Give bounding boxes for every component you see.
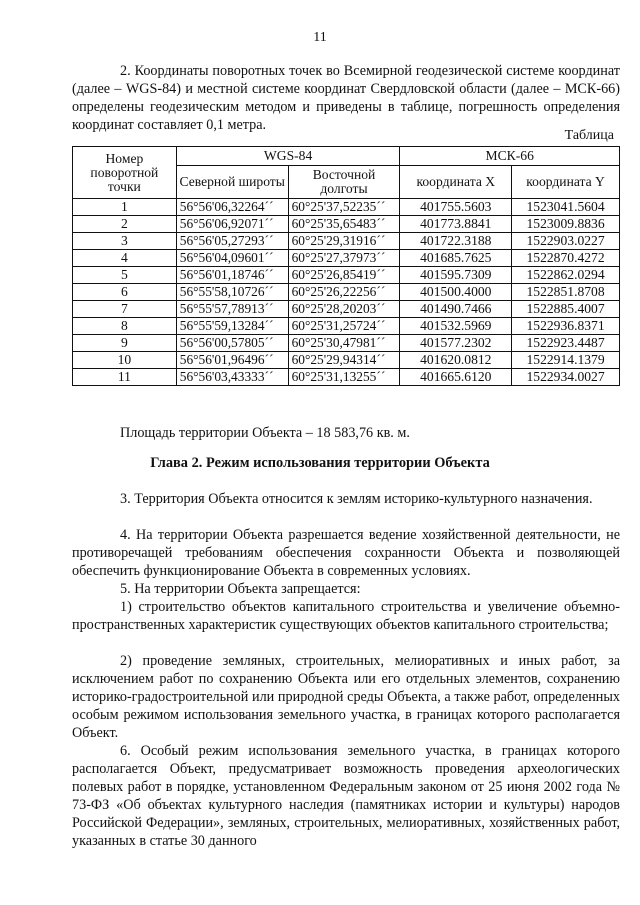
coord-x-cell: 401722.3188: [400, 233, 512, 250]
point-number-cell: 8: [73, 318, 177, 335]
chapter-heading: Глава 2. Режим использования территории Объекта: [150, 455, 490, 471]
area-text: Площадь территории Объекта – 18 583,76 кв. м.: [120, 425, 410, 441]
coord-y-cell: 1522923.4487: [512, 335, 620, 352]
point-number-cell: 6: [73, 284, 177, 301]
coord-x-cell: 401620.0812: [400, 352, 512, 369]
table-row: [73, 318, 620, 335]
table-row: [73, 301, 620, 318]
latitude-cell: 56°56'06,92071´´: [176, 216, 288, 233]
latitude-cell: 56°56'00,57805´´: [176, 335, 288, 352]
latitude-cell: 56°55'58,10726´´: [176, 284, 288, 301]
coord-x-cell: 401773.8841: [400, 216, 512, 233]
table-row: [73, 199, 620, 216]
longitude-cell: 60°25'29,94314´´: [288, 352, 400, 369]
table-row: [73, 250, 620, 267]
longitude-cell: 60°25'26,22256´´: [288, 284, 400, 301]
point-number-cell: 2: [73, 216, 177, 233]
longitude-cell: 60°25'30,47981´´: [288, 335, 400, 352]
latitude-cell: 56°55'57,78913´´: [176, 301, 288, 318]
table-caption: Таблица: [564, 128, 614, 143]
list-item-2: 2) проведение земляных, строительных, мелиоративных и иных работ, за исключением работ по сохранению Объекта или его отдельных элементов, сохранению историко-градостроительной или природной среды Объекта, а также работ, определенных особым режимом использования земельного участка, в границах которого располагается Объект.: [72, 653, 620, 741]
longitude-cell: 60°25'29,31916´´: [288, 233, 400, 250]
latitude-cell: 56°56'03,43333´´: [176, 369, 288, 386]
list-item-1: 1) строительство объектов капитального строительства и увеличение объемно-пространственных характеристик существующих объектов капитального строительства;: [72, 599, 620, 633]
point-number-cell: 11: [73, 369, 177, 386]
point-number-cell: 5: [73, 267, 177, 284]
point-number-cell: 3: [73, 233, 177, 250]
coord-y-cell: 1522914.1379: [512, 352, 620, 369]
header-coord-x: координата X: [400, 166, 512, 199]
coord-x-cell: 401532.5969: [400, 318, 512, 335]
coordinates-table: [72, 146, 620, 386]
point-number-cell: 10: [73, 352, 177, 369]
point-number-cell: 9: [73, 335, 177, 352]
paragraph-5: 5. На территории Объекта запрещается:: [120, 581, 361, 597]
header-msk66: МСК-66: [400, 147, 620, 166]
table-row: [73, 216, 620, 233]
longitude-cell: 60°25'37,52235´´: [288, 199, 400, 216]
header-longitude: Восточной долготы: [288, 166, 400, 199]
intro-paragraph: 2. Координаты поворотных точек во Всемирной геодезической системе координат (далее – WGS-84) и местной системе координат Свердловской области (далее – МСК-66) определены геодезическим методом и приведены в таблице, погрешность определения координат составляет 0,1 метра.: [72, 63, 620, 133]
coord-y-cell: 1522936.8371: [512, 318, 620, 335]
coord-y-cell: 1522885.4007: [512, 301, 620, 318]
table-row: [73, 352, 620, 369]
header-point-number: Номер поворотной точки: [73, 147, 177, 199]
point-number-cell: 7: [73, 301, 177, 318]
coord-x-cell: 401755.5603: [400, 199, 512, 216]
table-row: [73, 284, 620, 301]
coord-x-cell: 401665.6120: [400, 369, 512, 386]
table-row: [73, 267, 620, 284]
latitude-cell: 56°55'59,13284´´: [176, 318, 288, 335]
paragraph-6: 6. Особый режим использования земельного участка, в границах которого располагается Объект, предусматривает возможность проведения археологических полевых работ в порядке, установленном Федеральным законом от 25 июня 2002 года № 73-ФЗ «Об объектах культурного наследия (памятниках истории и культуры) народов Российской Федерации», земляных, строительных, мелиоративных, хозяйственных работ, указанных в статье 30 данного: [72, 743, 620, 849]
paragraph-3: 3. Территория Объекта относится к землям историко-культурного назначения.: [120, 491, 593, 507]
longitude-cell: 60°25'27,37973´´: [288, 250, 400, 267]
coord-y-cell: 1523009.8836: [512, 216, 620, 233]
point-number-cell: 4: [73, 250, 177, 267]
coord-y-cell: 1522934.0027: [512, 369, 620, 386]
latitude-cell: 56°56'05,27293´´: [176, 233, 288, 250]
coord-y-cell: 1522870.4272: [512, 250, 620, 267]
header-latitude: Северной широты: [176, 166, 288, 199]
longitude-cell: 60°25'26,85419´´: [288, 267, 400, 284]
latitude-cell: 56°56'04,09601´´: [176, 250, 288, 267]
coord-y-cell: 1522851.8708: [512, 284, 620, 301]
coord-y-cell: 1522903.0227: [512, 233, 620, 250]
header-wgs84: WGS-84: [176, 147, 400, 166]
coord-x-cell: 401490.7466: [400, 301, 512, 318]
latitude-cell: 56°56'01,18746´´: [176, 267, 288, 284]
coord-x-cell: 401577.2302: [400, 335, 512, 352]
coord-y-cell: 1523041.5604: [512, 199, 620, 216]
header-coord-y: координата Y: [512, 166, 620, 199]
table-row: [73, 369, 620, 386]
longitude-cell: 60°25'35,65483´´: [288, 216, 400, 233]
coord-x-cell: 401595.7309: [400, 267, 512, 284]
latitude-cell: 56°56'06,32264´´: [176, 199, 288, 216]
longitude-cell: 60°25'31,13255´´: [288, 369, 400, 386]
coord-x-cell: 401500.4000: [400, 284, 512, 301]
coord-x-cell: 401685.7625: [400, 250, 512, 267]
table-row: [73, 233, 620, 250]
paragraph-4: 4. На территории Объекта разрешается ведение хозяйственной деятельности, не противоречащей требованиям обеспечения сохранности Объекта и позволяющей обеспечить функционирование Объекта в современных условиях.: [72, 527, 620, 579]
point-number-cell: 1: [73, 199, 177, 216]
table-row: [73, 335, 620, 352]
page-number: 11: [313, 30, 327, 45]
longitude-cell: 60°25'31,25724´´: [288, 318, 400, 335]
coord-y-cell: 1522862.0294: [512, 267, 620, 284]
latitude-cell: 56°56'01,96496´´: [176, 352, 288, 369]
longitude-cell: 60°25'28,20203´´: [288, 301, 400, 318]
